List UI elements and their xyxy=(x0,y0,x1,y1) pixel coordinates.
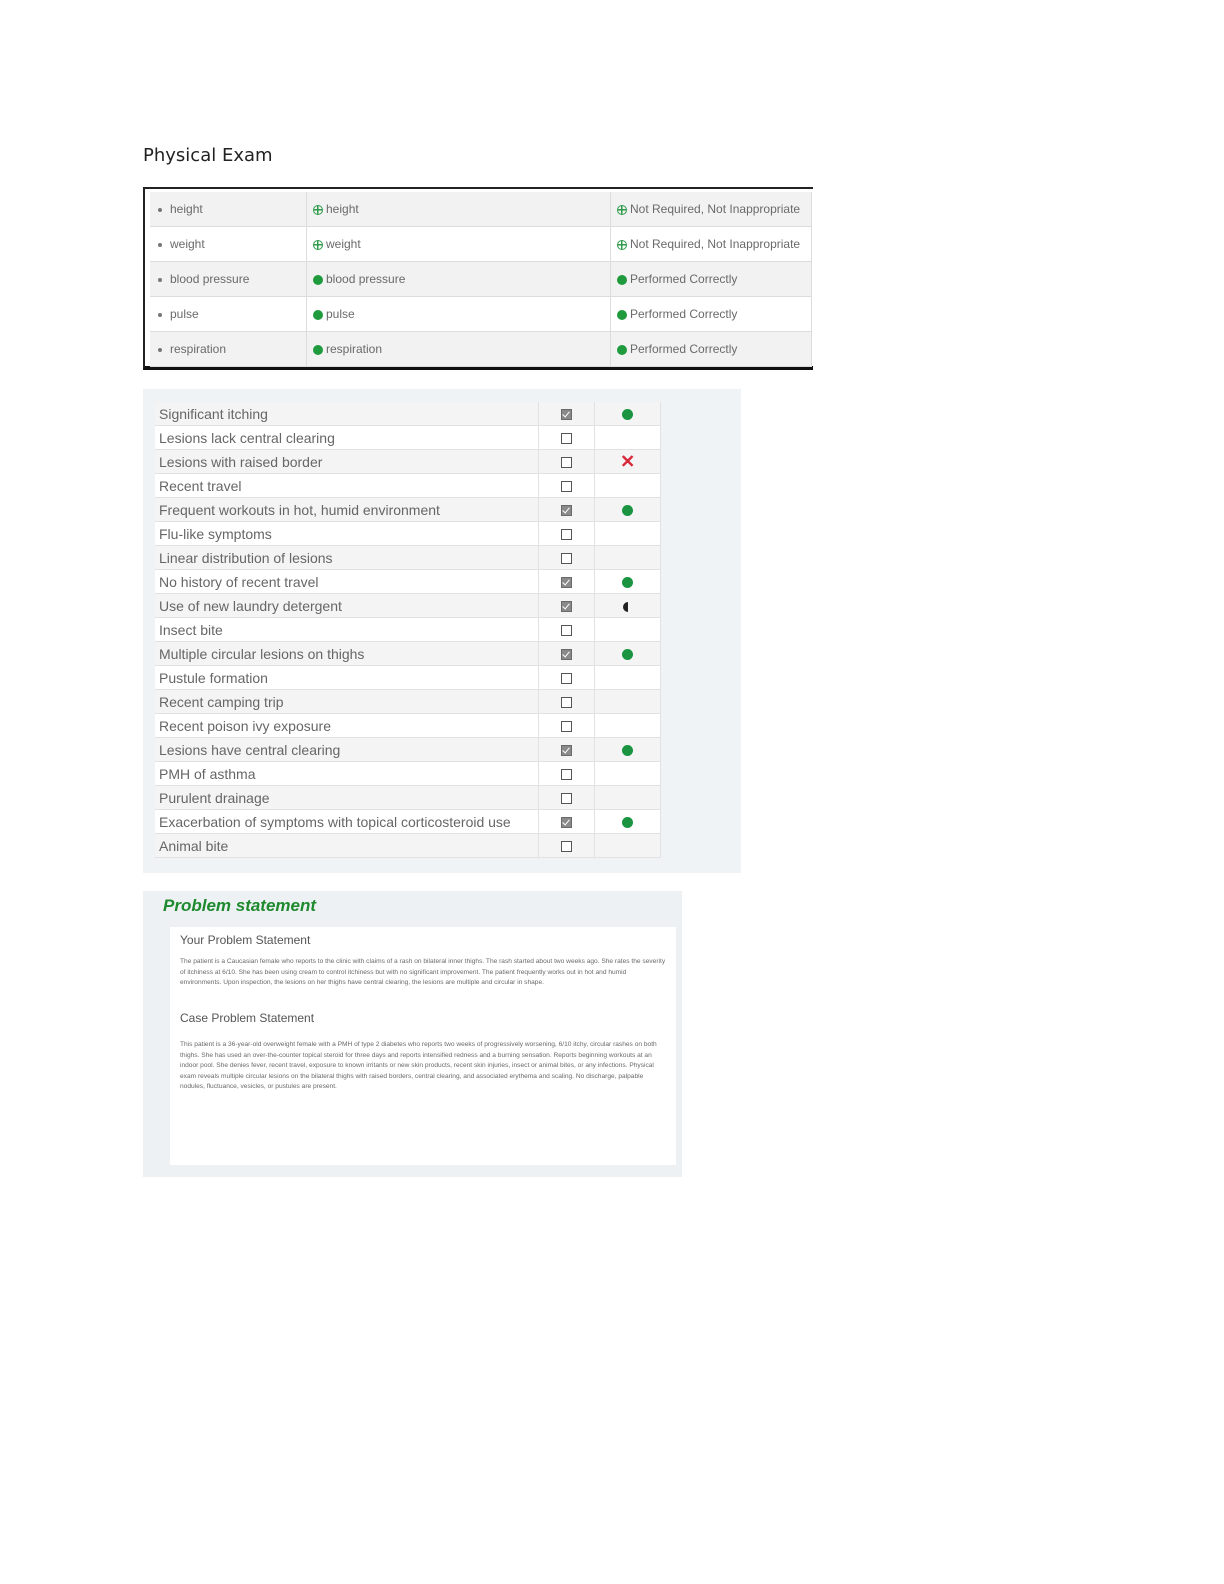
exam-response-cell xyxy=(307,262,611,297)
exam-result-label: Not Required, Not Inappropriate xyxy=(630,237,801,251)
correct-dot-icon xyxy=(622,505,633,516)
finding-row xyxy=(155,402,661,426)
finding-row xyxy=(155,594,661,618)
finding-check-cell xyxy=(539,570,595,594)
finding-label: Lesions with raised border xyxy=(155,450,539,474)
exam-item-cell xyxy=(150,332,307,367)
status-dot-icon xyxy=(617,310,627,320)
exam-item-cell xyxy=(150,192,307,227)
checkbox-empty-icon[interactable] xyxy=(561,457,572,468)
checkbox-empty-icon[interactable] xyxy=(561,721,572,732)
finding-mark-cell xyxy=(595,738,661,762)
exam-response-label: respiration xyxy=(326,342,383,356)
problem-statement-heading: Problem statement xyxy=(163,896,317,915)
finding-label: Linear distribution of lesions xyxy=(155,546,539,570)
checkbox-empty-icon[interactable] xyxy=(561,697,572,708)
finding-check-cell xyxy=(539,426,595,450)
physical-exam-panel xyxy=(143,187,813,370)
problem-statement-card xyxy=(170,927,676,1165)
finding-row xyxy=(155,426,661,450)
exam-item-label: pulse xyxy=(170,307,199,321)
correct-dot-icon xyxy=(622,649,633,660)
bullet-icon xyxy=(158,313,162,317)
page-heading: Physical Exam xyxy=(143,145,273,166)
finding-mark-cell xyxy=(595,618,661,642)
finding-row xyxy=(155,810,661,834)
finding-mark-cell xyxy=(595,834,661,858)
exam-result-label: Performed Correctly xyxy=(630,307,738,321)
finding-label: Significant itching xyxy=(155,402,539,426)
exam-response-cell xyxy=(307,332,611,367)
finding-mark-cell xyxy=(595,498,661,522)
finding-row xyxy=(155,738,661,762)
finding-check-cell xyxy=(539,642,595,666)
finding-mark-cell xyxy=(595,690,661,714)
finding-row xyxy=(155,786,661,810)
finding-check-cell xyxy=(539,402,595,426)
exam-response-cell xyxy=(307,297,611,332)
exam-row xyxy=(150,262,812,297)
finding-mark-cell xyxy=(595,642,661,666)
exam-result-label: Performed Correctly xyxy=(630,272,738,286)
finding-label: Lesions lack central clearing xyxy=(155,426,539,450)
finding-label: Animal bite xyxy=(155,834,539,858)
finding-label: Insect bite xyxy=(155,618,539,642)
finding-row xyxy=(155,642,661,666)
checkbox-empty-icon[interactable] xyxy=(561,793,572,804)
finding-check-cell xyxy=(539,474,595,498)
exam-result-cell xyxy=(611,227,812,262)
finding-check-cell xyxy=(539,714,595,738)
finding-row xyxy=(155,474,661,498)
checkbox-checked-icon[interactable] xyxy=(561,817,572,828)
finding-mark-cell xyxy=(595,426,661,450)
status-dot-icon xyxy=(313,310,323,320)
exam-result-cell xyxy=(611,192,812,227)
exam-row xyxy=(150,227,812,262)
globe-icon xyxy=(617,205,627,215)
finding-label: Flu-like symptoms xyxy=(155,522,539,546)
wrong-x-icon: ✕ xyxy=(620,451,636,472)
finding-label: Exacerbation of symptoms with topical corticosteroid use xyxy=(155,810,539,834)
finding-check-cell xyxy=(539,834,595,858)
finding-row xyxy=(155,714,661,738)
finding-row xyxy=(155,666,661,690)
finding-check-cell xyxy=(539,522,595,546)
finding-label: Use of new laundry detergent xyxy=(155,594,539,618)
finding-check-cell xyxy=(539,666,595,690)
globe-icon xyxy=(313,240,323,250)
finding-check-cell xyxy=(539,810,595,834)
checkbox-checked-icon[interactable] xyxy=(561,577,572,588)
exam-response-cell xyxy=(307,192,611,227)
bullet-icon xyxy=(158,208,162,212)
checkbox-checked-icon[interactable] xyxy=(561,409,572,420)
exam-row xyxy=(150,332,812,367)
exam-item-cell xyxy=(150,297,307,332)
finding-label: Multiple circular lesions on thighs xyxy=(155,642,539,666)
exam-result-cell xyxy=(611,262,812,297)
checkbox-checked-icon[interactable] xyxy=(561,649,572,660)
finding-check-cell xyxy=(539,690,595,714)
finding-label: Frequent workouts in hot, humid environment xyxy=(155,498,539,522)
finding-mark-cell xyxy=(595,546,661,570)
checkbox-empty-icon[interactable] xyxy=(561,673,572,684)
case-problem-statement-text: This patient is a 36-year-old overweight female with a PMH of type 2 diabetes who reports two weeks of progressively worsening, 6/10 itchy, circular rashes on both thighs. She has used an over-the-counter topical steroid for three days and reports intensified redness and a burning sensation. Reports beginning workouts at an indoor pool. She denies fever, recent travel, exposure to known irritants or new skin products, recent skin injuries, insect or animal bites, or any infections. Physical exam reveals multiple circular lesions on the bilateral thighs with raised borders, central clearing, and associated erythema and scaling. No discharge, palpable nodules, fluctuance, vesicles, or pustules are present. xyxy=(180,1041,657,1090)
finding-mark-cell xyxy=(595,762,661,786)
finding-mark-cell xyxy=(595,474,661,498)
exam-response-label: pulse xyxy=(326,307,355,321)
finding-mark-cell xyxy=(595,570,661,594)
exam-response-label: weight xyxy=(326,237,361,251)
checkbox-empty-icon[interactable] xyxy=(561,433,572,444)
exam-response-label: blood pressure xyxy=(326,272,406,286)
your-problem-statement-label: Your Problem Statement xyxy=(180,933,311,947)
checkbox-checked-icon[interactable] xyxy=(561,505,572,516)
checkbox-empty-icon[interactable] xyxy=(561,553,572,564)
correct-dot-icon xyxy=(622,577,633,588)
globe-icon xyxy=(617,240,627,250)
finding-label: Lesions have central clearing xyxy=(155,738,539,762)
finding-label: Recent camping trip xyxy=(155,690,539,714)
exam-result-cell xyxy=(611,332,812,367)
half-circle-icon xyxy=(623,602,633,612)
finding-row xyxy=(155,498,661,522)
finding-row xyxy=(155,834,661,858)
finding-check-cell xyxy=(539,762,595,786)
finding-mark-cell xyxy=(595,450,661,474)
your-problem-statement-text: The patient is a Caucasian female who reports to the clinic with claims of a rash on bilateral inner thighs. The rash started about two weeks ago. She rates the severity of itchiness at 6/10. She has been using cream to control itchiness but with no significant improvement. The patient frequently works out in hot and humid environments. Upon inspection, the lesions on her thighs have central clearing, the lesions are multiple and circular in shape. xyxy=(180,958,666,986)
checkbox-checked-icon[interactable] xyxy=(561,601,572,612)
checkbox-empty-icon[interactable] xyxy=(561,841,572,852)
finding-label: Recent travel xyxy=(155,474,539,498)
finding-check-cell xyxy=(539,594,595,618)
findings-table xyxy=(155,402,661,858)
exam-row xyxy=(150,192,812,227)
exam-item-label: respiration xyxy=(170,342,227,356)
checkbox-empty-icon[interactable] xyxy=(561,625,572,636)
exam-item-label: weight xyxy=(170,237,205,251)
finding-label: Recent poison ivy exposure xyxy=(155,714,539,738)
finding-label: PMH of asthma xyxy=(155,762,539,786)
exam-response-label: height xyxy=(326,202,359,216)
finding-mark-cell xyxy=(595,810,661,834)
finding-check-cell xyxy=(539,786,595,810)
correct-dot-icon xyxy=(622,817,633,828)
exam-result-label: Performed Correctly xyxy=(630,342,738,356)
checkbox-checked-icon[interactable] xyxy=(561,745,572,756)
checkbox-empty-icon[interactable] xyxy=(561,529,572,540)
status-dot-icon xyxy=(617,345,627,355)
exam-result-cell xyxy=(611,297,812,332)
case-problem-statement-label: Case Problem Statement xyxy=(180,1011,315,1025)
finding-label: Pustule formation xyxy=(155,666,539,690)
finding-row xyxy=(155,618,661,642)
findings-panel xyxy=(143,389,741,873)
correct-dot-icon xyxy=(622,745,633,756)
finding-mark-cell xyxy=(595,714,661,738)
problem-statement-panel xyxy=(143,891,682,1177)
finding-label: Purulent drainage xyxy=(155,786,539,810)
checkbox-empty-icon[interactable] xyxy=(561,481,572,492)
finding-mark-cell xyxy=(595,786,661,810)
globe-icon xyxy=(313,205,323,215)
finding-row xyxy=(155,450,661,474)
finding-check-cell xyxy=(539,618,595,642)
status-dot-icon xyxy=(313,275,323,285)
finding-check-cell xyxy=(539,450,595,474)
physical-exam-table xyxy=(150,192,812,367)
finding-check-cell xyxy=(539,546,595,570)
checkbox-empty-icon[interactable] xyxy=(561,769,572,780)
finding-row xyxy=(155,570,661,594)
finding-check-cell xyxy=(539,738,595,762)
finding-row xyxy=(155,522,661,546)
status-dot-icon xyxy=(313,345,323,355)
status-dot-icon xyxy=(617,275,627,285)
finding-mark-cell xyxy=(595,402,661,426)
bullet-icon xyxy=(158,278,162,282)
finding-mark-cell xyxy=(595,594,661,618)
finding-row xyxy=(155,690,661,714)
exam-item-label: height xyxy=(170,202,203,216)
exam-item-label: blood pressure xyxy=(170,272,250,286)
exam-item-cell xyxy=(150,262,307,297)
correct-dot-icon xyxy=(622,409,633,420)
finding-mark-cell xyxy=(595,666,661,690)
finding-row xyxy=(155,546,661,570)
finding-check-cell xyxy=(539,498,595,522)
exam-response-cell xyxy=(307,227,611,262)
exam-item-cell xyxy=(150,227,307,262)
finding-row xyxy=(155,762,661,786)
finding-label: No history of recent travel xyxy=(155,570,539,594)
bullet-icon xyxy=(158,243,162,247)
finding-mark-cell xyxy=(595,522,661,546)
exam-result-label: Not Required, Not Inappropriate xyxy=(630,202,801,216)
exam-row xyxy=(150,297,812,332)
bullet-icon xyxy=(158,348,162,352)
